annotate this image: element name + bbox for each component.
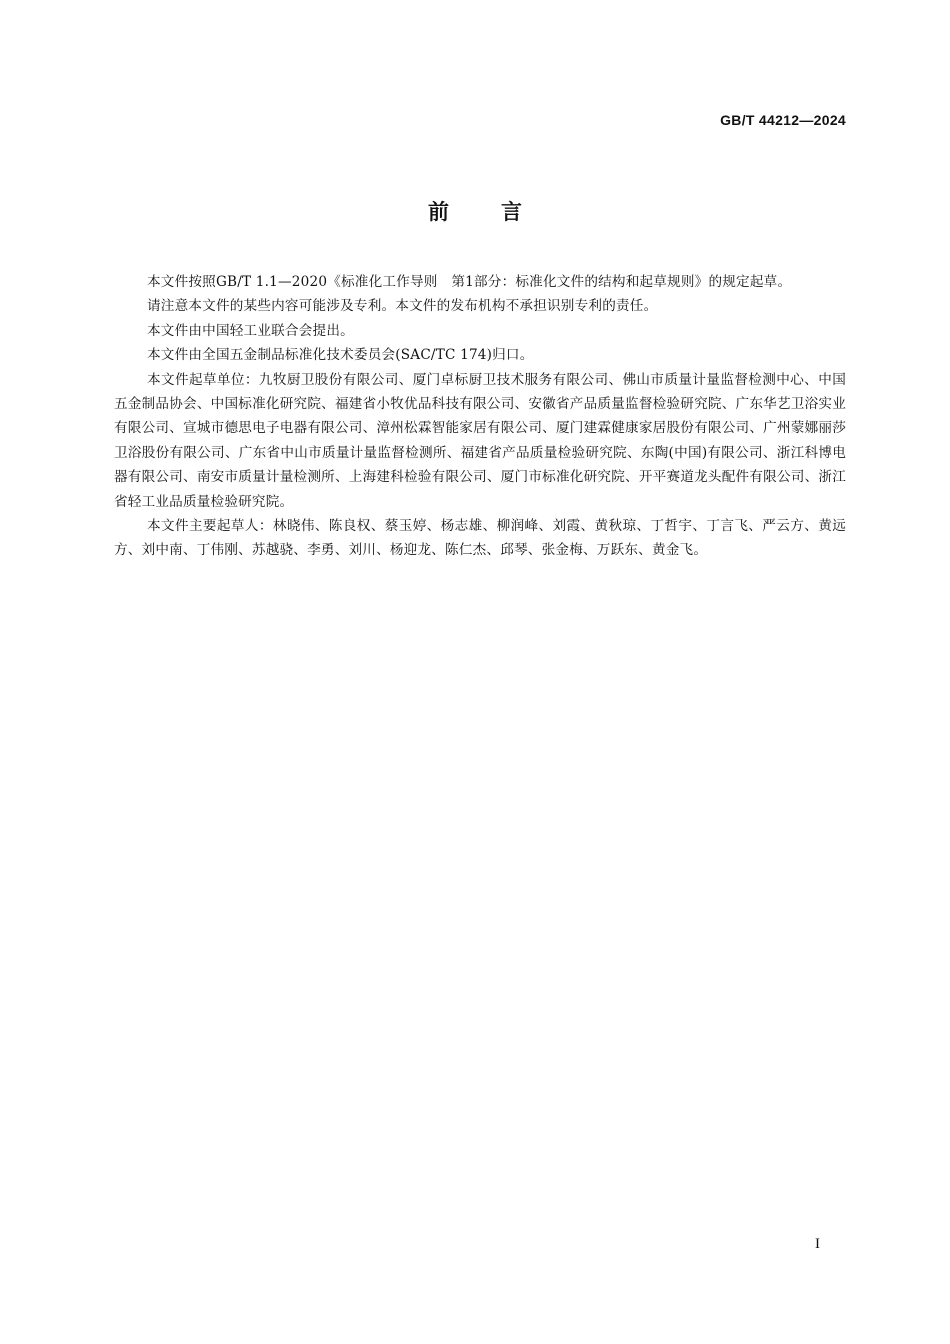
page-title: 前言 <box>428 200 574 224</box>
paragraph-drafting-rules: 本文件按照GB/T 1.1—2020《标准化工作导则 第1部分：标准化文件的结构和起草规则》的规定起草。 <box>147 274 792 290</box>
paragraph-proposed-by: 本文件由中国轻工业联合会提出。 <box>147 322 354 339</box>
standard-number: GB/T 44212—2024 <box>720 112 846 128</box>
paragraph-centralized-by: 本文件由全国五金制品标准化技术委员会(SAC/TC 174)归口。 <box>147 347 534 364</box>
paragraph-patent-notice: 请注意本文件的某些内容可能涉及专利。本文件的发布机构不承担识别专利的责任。 <box>147 298 658 315</box>
paragraph-principal-drafters: 本文件主要起草人：林晓伟、陈良权、蔡玉婷、杨志雄、柳润峰、刘霞、黄秋琼、丁哲宇、丁言飞、严云方、黄远方、刘中南、丁伟刚、苏越骁、李勇、刘川、杨迎龙、陈仁杰、邱琴、张金梅、万跃东、黄金飞。 <box>114 518 846 559</box>
page-number: I <box>815 1236 820 1252</box>
foreword-body <box>114 270 846 563</box>
paragraph-drafting-organizations: 本文件起草单位：九牧厨卫股份有限公司、厦门卓标厨卫技术服务有限公司、佛山市质量计量监督检测中心、中国五金制品协会、中国标准化研究院、福建省小牧优品科技有限公司、安徽省产品质量监督检验研究院、广东华艺卫浴实业有限公司、宣城市德思电子电器有限公司、漳州松霖智能家居有限公司、厦门建霖健康家居股份有限公司、广州蒙娜丽莎卫浴股份有限公司、广东省中山市质量计量监督检测所、福建省产品质量检验研究院、东陶(中国)有限公司、浙江科博电器有限公司、南安市质量计量检测所、上海建科检验有限公司、厦门市标准化研究院、开平赛道龙头配件有限公司、浙江省轻工业品质量检验研究院。 <box>114 371 846 510</box>
